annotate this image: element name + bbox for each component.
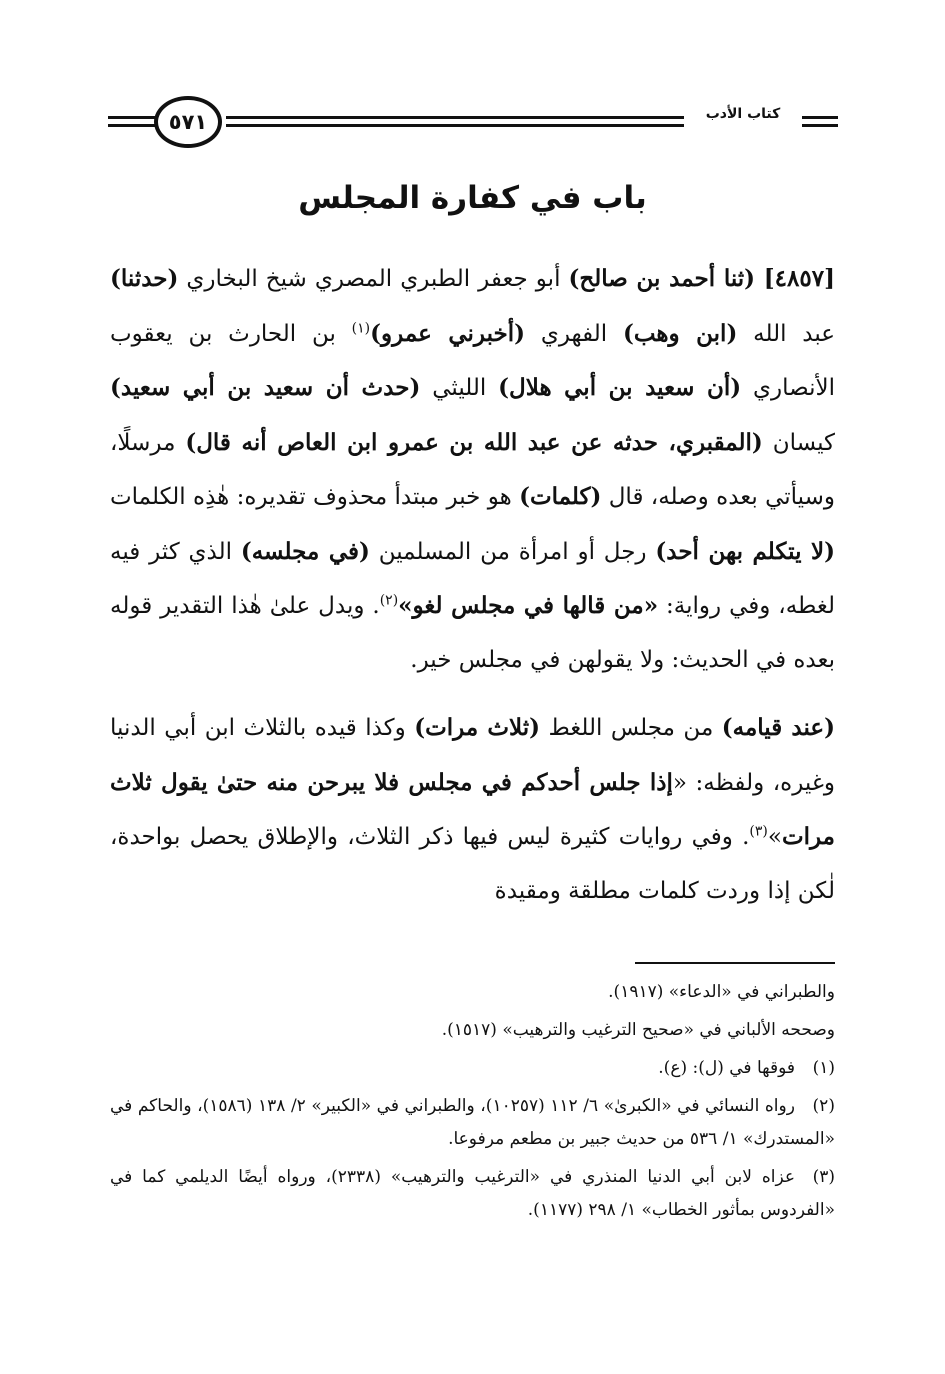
footnote <box>110 1161 835 1227</box>
text-run: أبو جعفر الطبري المصري شيخ البخاري <box>178 266 569 292</box>
emphasized-text: (لا يتكلم بهن أحد) <box>655 537 835 565</box>
header-rule <box>226 124 684 127</box>
main-text <box>110 252 835 918</box>
emphasized-text: (حدث أن سعيد بن أبي سعيد) <box>110 374 421 401</box>
text-run: . وفي روايات كثيرة ليس فيها ذكر الثلاث، والإطلاق يحصل بواحدة، لٰكن إذا وردت كلمات مطلقة ومقيدة <box>110 824 835 904</box>
footnote <box>110 1090 835 1156</box>
emphasized-text: (ابن وهب) <box>622 319 738 347</box>
text-run: كيسان <box>762 429 836 456</box>
header-rule <box>108 116 156 119</box>
text-run: عبد الله <box>737 320 835 347</box>
emphasized-text: (حدثنا) <box>110 265 179 292</box>
emphasized-text: [٤٨٥٧] (ثنا أحمد بن صالح) <box>568 265 835 292</box>
header-rule <box>802 124 838 127</box>
text-run: من مجلس اللغط <box>539 715 722 741</box>
footnote-separator <box>635 962 835 964</box>
footnote-number: (١) <box>812 1058 835 1078</box>
text-run: الفهري <box>525 320 623 347</box>
footnote <box>110 1052 835 1085</box>
text-run: بن الحارث بن يعقوب الأنصاري <box>110 320 835 401</box>
footnote-marker: (٢) <box>379 592 399 609</box>
emphasized-text: «من قالها في مجلس لغو» <box>398 592 659 619</box>
text-run: وكذا قيده بالثلاث ابن أبي الدنيا وغيره، ولفظه: « <box>110 715 835 796</box>
text-run: رجل أو امرأة من المسلمين <box>369 538 656 565</box>
header-rule <box>108 124 156 127</box>
page-header <box>108 92 838 156</box>
text-run: الليثي <box>420 375 499 401</box>
running-title: كتاب الأدب <box>705 106 781 122</box>
text-run: مرسلًا، وسيأتي بعده وصله، قال <box>110 429 836 510</box>
footnote-text: فوقها في (ل): (ع). <box>658 1058 795 1078</box>
footnotes <box>110 976 835 1232</box>
footnote-continuation: وصححه الألباني في «صحيح الترغيب والترهيب» (١٥١٧). <box>441 1020 835 1040</box>
text-run: » <box>767 824 782 850</box>
footnote-number: (٣) <box>812 1167 835 1187</box>
footnote-continuation: والطبراني في «الدعاء» (١٩١٧). <box>608 982 835 1002</box>
footnote-number: (٢) <box>812 1096 835 1116</box>
chapter-title: باب في كفارة المجلس <box>298 180 647 216</box>
emphasized-text: (المقبري، حدثه عن عبد الله بن عمرو ابن العاص أنه قال) <box>185 428 763 456</box>
emphasized-text: (في مجلسه) <box>240 537 370 565</box>
emphasized-text: (كلمات) <box>519 483 602 510</box>
header-rule <box>802 116 838 119</box>
footnote-marker: (١) <box>351 319 371 336</box>
paragraph <box>110 701 835 918</box>
text-run: الذي كثر فيه لغطه، وفي رواية: <box>110 538 835 619</box>
text-run: هو خبر مبتدأ محذوف تقديره: هٰذِه الكلمات <box>110 484 520 510</box>
footnote-marker: (٣) <box>749 823 768 840</box>
footnote-text: رواه النسائي في «الكبرىٰ» ٦/ ١١٢ (١٠٢٥٧)، والطبراني في «الكبير» ٢/ ١٣٨ (١٥٨٦)، والحاكم في «المستدرك» ١/ ٥٣٦ من حديث جبير بن مطعم مرفوعا. <box>110 1096 835 1149</box>
header-rule <box>226 116 684 119</box>
emphasized-text: إذا جلس أحدكم في مجلس فلا يبرحن منه حتىٰ يقول ثلاث مرات <box>110 768 835 850</box>
emphasized-text: (أخبرني عمرو) <box>370 319 526 347</box>
emphasized-text: (عند قيامه) <box>721 714 835 741</box>
page-number-badge: ٥٧١ <box>154 96 222 148</box>
paragraph <box>110 252 835 687</box>
emphasized-text: (ثلاث مرات) <box>414 714 540 741</box>
text-run: . ويدل علىٰ هٰذا التقدير قوله بعده في الحديث: ولا يقولهن في مجلس خير. <box>110 593 835 673</box>
emphasized-text: (أن سعيد بن أبي هلال) <box>498 374 742 401</box>
footnote-text: عزاه لابن أبي الدنيا المنذري في «الترغيب والترهيب» (٢٣٣٨)، ورواه أيضًا الديلمي كما في «الفردوس بمأثور الخطاب» ١/ ٢٩٨ (١١٧٧). <box>110 1167 835 1220</box>
